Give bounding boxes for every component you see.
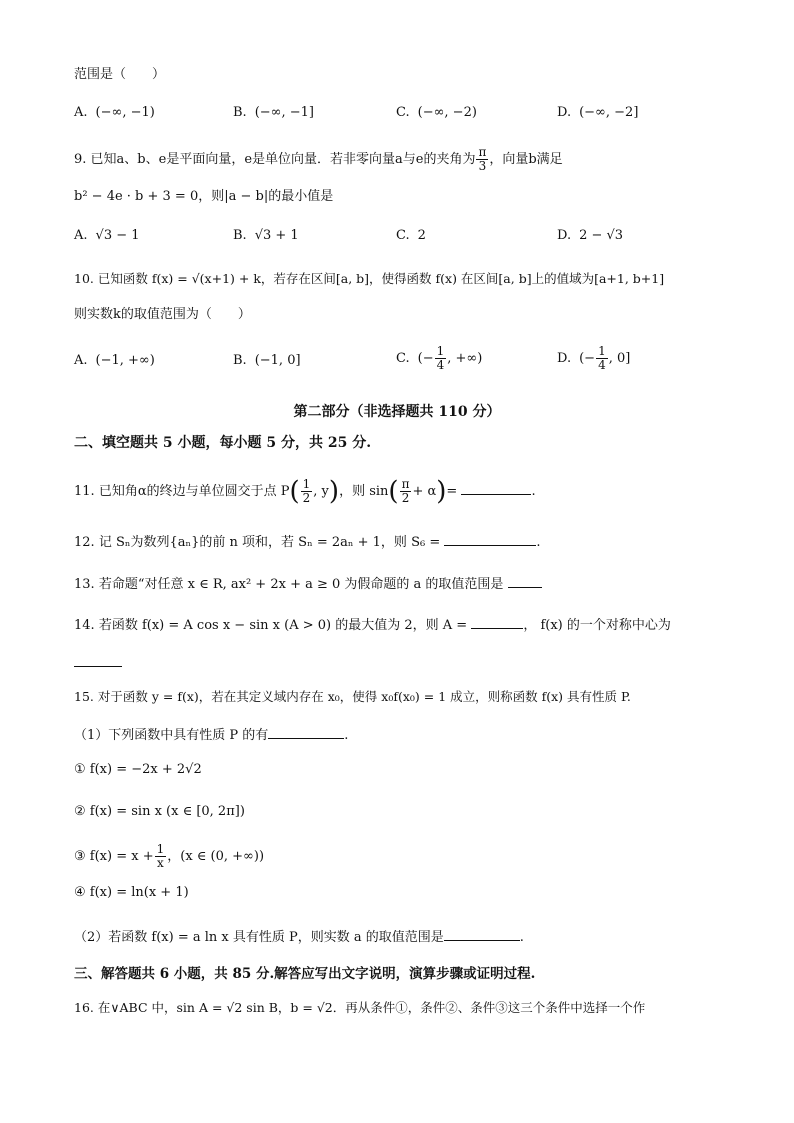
option-label: C.	[396, 351, 410, 366]
q10-option-a	[74, 352, 155, 370]
question-number: 10.	[74, 271, 94, 286]
q8-option-b	[233, 104, 314, 122]
q8-option-a	[74, 104, 155, 122]
q9-line1	[74, 146, 563, 173]
option-text: (−∞, −1]	[254, 105, 314, 120]
paren-close: )	[436, 476, 447, 507]
item-fraction	[155, 843, 167, 870]
q11-line	[74, 478, 536, 505]
q12-end: .	[536, 535, 541, 550]
paren-close: )	[328, 476, 340, 507]
fraction-denominator: 2	[302, 491, 311, 505]
question-number: 9.	[74, 152, 87, 167]
paren-open: (	[289, 476, 300, 507]
q15-sub1	[74, 724, 348, 745]
item-mark: ④	[74, 885, 86, 900]
section2-title: 二、填空题共 5 小题，每小题 5 分，共 25 分.	[74, 435, 372, 451]
item-mark: ③	[74, 849, 86, 864]
option-text: (−∞, −2]	[579, 105, 639, 120]
q15-sub1-end: .	[344, 728, 349, 743]
q14-line	[74, 614, 671, 635]
fraction-numerator: π	[478, 145, 487, 159]
q9-option-c	[396, 227, 426, 245]
fraction-numerator: 1	[302, 477, 311, 491]
option-text: 2	[417, 228, 426, 243]
q13-line	[74, 573, 542, 594]
item-text: f(x) = sin x (x ∈ [0, 2π])	[89, 804, 245, 819]
option-text: √3 − 1	[95, 228, 140, 243]
q9-line2: b² − 4e · b + 3 = 0，则|a − b|的最小值是	[74, 189, 334, 204]
option-post: , 0]	[608, 351, 631, 366]
option-fraction	[435, 345, 447, 372]
q14-text2: ， f(x) 的一个对称中心为	[523, 618, 671, 633]
item-post: ，(x ∈ (0, +∞))	[167, 849, 265, 864]
q12-line	[74, 531, 541, 552]
answer-blank[interactable]	[444, 531, 536, 546]
q11-text3: ，则 sin	[339, 484, 389, 499]
item-mark: ①	[74, 762, 86, 777]
q9-text1: 已知a、b、e是平面向量，e是单位向量．若非零向量a与e的夹角为	[90, 152, 476, 167]
q16-text: 在∨ABC 中，sin A = √2 sin B，b = √2．再从条件①，条件②、条件③这三个条件中选择一个作	[97, 1000, 646, 1015]
question-number: 12.	[74, 535, 95, 550]
option-label: D.	[557, 351, 572, 366]
fraction-denominator: 2	[401, 491, 410, 505]
q14-line2	[74, 652, 122, 673]
angle-fraction	[476, 146, 488, 173]
option-pre: (−	[579, 351, 596, 366]
q15-item-3	[74, 843, 264, 870]
q11-end: .	[531, 484, 536, 499]
question-number: 16.	[74, 1000, 94, 1015]
question-number: 11.	[74, 484, 95, 499]
q11-text1: 已知角α的终边与单位圆交于点 P	[98, 484, 290, 499]
q10-line1	[74, 270, 664, 288]
answer-blank[interactable]	[444, 926, 520, 941]
option-text: √3 + 1	[254, 228, 299, 243]
option-label: A.	[74, 228, 88, 243]
fraction-numerator: 1	[156, 842, 165, 856]
q14-text1: 若函数 f(x) = A cos x − sin x (A > 0) 的最大值为 2，则 A =	[98, 618, 468, 633]
q8-option-d	[557, 104, 638, 122]
option-text: (−1, 0]	[254, 353, 301, 368]
answer-blank[interactable]	[74, 652, 122, 667]
q8-option-c	[396, 104, 477, 122]
fraction-denominator: 4	[598, 358, 606, 372]
q13-text: 若命题“对任意 x ∈ R, ax² + 2x + a ≥ 0 为假命题的 a 的取值范围是	[98, 577, 504, 592]
fraction-denominator: 3	[478, 159, 487, 173]
q11-text2: , y	[313, 484, 329, 499]
answer-blank[interactable]	[508, 573, 542, 588]
option-text: (−∞, −1)	[95, 105, 155, 120]
q10-text1: 已知函数 f(x) = √(x+1) + k，若存在区间[a, b]，使得函数 f(x) 在区间[a, b]上的值域为[a+1, b+1]	[97, 271, 665, 286]
q15-sub2-text: （2）若函数 f(x) = a ln x 具有性质 P，则实数 a 的取值范围是	[74, 930, 444, 945]
q10-option-b	[233, 352, 301, 370]
q10-option-c	[396, 345, 482, 372]
q10-line2: 则实数k的取值范围为（ ）	[74, 307, 251, 322]
q9-option-b	[233, 227, 299, 245]
option-label: C.	[396, 228, 410, 243]
q9-text1-end: ，向量b满足	[489, 152, 563, 167]
question-number: 14.	[74, 618, 95, 633]
q8-tail: 范围是（ ）	[74, 67, 166, 82]
option-text: 2 − √3	[579, 228, 624, 243]
q9-option-d	[557, 227, 623, 245]
option-label: D.	[557, 105, 572, 120]
question-number: 13.	[74, 577, 95, 592]
option-pre: (−	[417, 351, 434, 366]
q16-line	[74, 999, 645, 1017]
q15-item-4	[74, 884, 189, 902]
option-label: C.	[396, 105, 410, 120]
item-text: f(x) = x +	[89, 849, 154, 864]
option-label: D.	[557, 228, 572, 243]
q11-text5: =	[446, 484, 458, 499]
q15-line	[74, 688, 631, 706]
option-label: B.	[233, 105, 247, 120]
item-text: f(x) = ln(x + 1)	[89, 885, 189, 900]
option-text: (−1, +∞)	[95, 353, 155, 368]
fraction-numerator: π	[401, 477, 410, 491]
fraction-numerator: 1	[598, 344, 606, 358]
section3-title: 三、解答题共 6 小题，共 85 分.解答应写出文字说明，演算步骤或证明过程.	[74, 966, 536, 982]
fraction-denominator: x	[157, 856, 164, 870]
question-number: 15.	[74, 689, 94, 704]
option-label: A.	[74, 353, 88, 368]
option-label: B.	[233, 353, 247, 368]
angle-fraction	[400, 478, 412, 505]
option-label: B.	[233, 228, 247, 243]
q15-text: 对于函数 y = f(x)，若在其定义域内存在 x₀，使得 x₀f(x₀) = 1 成立，则称函数 f(x) 具有性质 P.	[97, 689, 631, 704]
q10-option-d	[557, 345, 630, 372]
answer-blank[interactable]	[471, 614, 523, 629]
option-fraction	[596, 345, 608, 372]
q11-text4: + α	[412, 484, 437, 499]
option-label: A.	[74, 105, 88, 120]
point-fraction	[301, 478, 313, 505]
fraction-denominator: 4	[436, 358, 445, 372]
fraction-numerator: 1	[436, 344, 445, 358]
q9-option-a	[74, 227, 140, 245]
option-post: , +∞)	[447, 351, 483, 366]
option-text: (−∞, −2)	[417, 105, 477, 120]
part2-title: 第二部分（非选择题共 110 分）	[293, 404, 501, 420]
q15-sub2	[74, 926, 524, 947]
paren-open: (	[388, 476, 399, 507]
item-text: f(x) = −2x + 2√2	[89, 762, 202, 777]
q12-text: 记 Sₙ为数列{aₙ}的前 n 项和，若 Sₙ = 2aₙ + 1，则 S₆ =	[98, 535, 441, 550]
item-mark: ②	[74, 804, 86, 819]
q15-sub1-text: （1）下列函数中具有性质 P 的有	[74, 728, 269, 743]
answer-blank[interactable]	[268, 724, 344, 739]
q15-item-2	[74, 803, 245, 821]
answer-blank[interactable]	[461, 480, 531, 495]
q15-sub2-end: .	[519, 930, 524, 945]
q15-item-1	[74, 761, 202, 779]
